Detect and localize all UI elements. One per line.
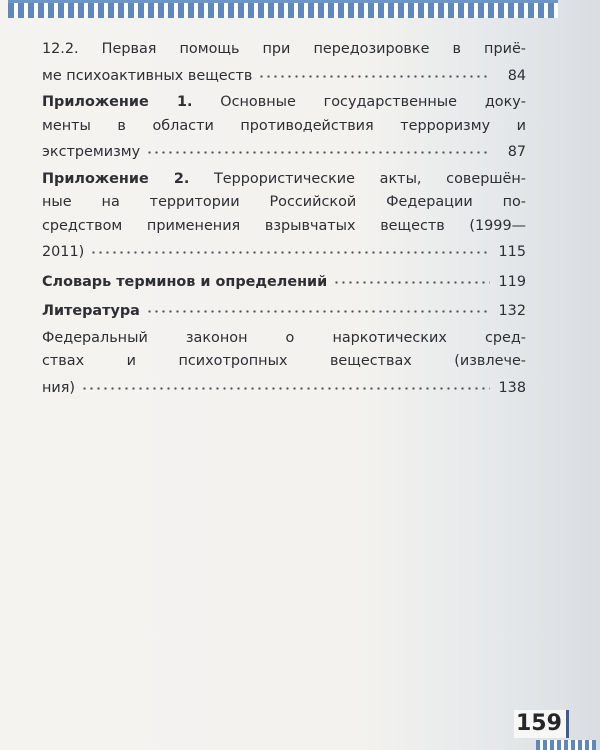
toc-entry-literature[interactable]: [42, 297, 526, 324]
toc-entry-title: Литература: [42, 303, 140, 319]
toc-entry-appendix-2[interactable]: [42, 168, 526, 265]
toc-entry-line: ные на территории Российской Федерации по-: [42, 194, 526, 210]
toc-entry-text: ния): [42, 379, 76, 396]
toc-entry-first-rest: Террористические акты, совершён-: [189, 170, 526, 187]
dot-leader: [333, 269, 490, 287]
toc-entry-line: [42, 91, 526, 115]
table-of-contents: [42, 38, 526, 403]
toc-entry-text: 2011): [42, 244, 85, 260]
toc-entry-last-line: [42, 62, 526, 89]
toc-entry-title: Словарь терминов и определений: [42, 273, 328, 290]
toc-entry-line: Федеральный законон о наркотических сред-: [42, 329, 526, 346]
toc-entry-prefix: Приложение 2.: [42, 170, 190, 187]
toc-page-number: 115: [498, 244, 526, 260]
toc-entry-prefix: Приложение 1.: [42, 94, 193, 110]
toc-entry-line: средством применения взрывчатых веществ (1999—: [42, 217, 526, 234]
toc-page-number: 84: [507, 67, 526, 84]
toc-entry-last-line: [42, 138, 526, 165]
toc-entry-text: экстремизму: [42, 144, 141, 160]
toc-entry-last-line: [42, 238, 526, 265]
toc-entry-last-line: [42, 374, 526, 401]
dot-leader: [81, 375, 490, 393]
toc-entry-first-aid[interactable]: [42, 38, 526, 88]
dot-leader: [258, 63, 490, 81]
page-folio: [514, 712, 574, 738]
dot-leader: [146, 298, 490, 316]
toc-entry-line: 12.2. Первая помощь при передозировке в приё-: [42, 41, 526, 57]
toc-entry-last-line: [42, 268, 526, 295]
toc-entry-text: ме психоактивных веществ: [42, 67, 253, 84]
toc-entry-line: [42, 168, 526, 192]
toc-page-number: 132: [498, 303, 526, 319]
toc-entry-first-rest: Основные государственные доку-: [192, 94, 527, 110]
toc-entry-last-line: [42, 297, 526, 324]
toc-page-number: 87: [507, 144, 526, 160]
dot-leader: [146, 139, 490, 157]
bottom-decorative-stripes: [536, 740, 596, 750]
toc-page-number: 138: [498, 379, 526, 396]
toc-page-number: 119: [498, 273, 526, 290]
toc-entry-line: менты в области противодействия терроризму и: [42, 117, 526, 134]
toc-entry-line: ствах и психотропных веществах (извлече-: [42, 353, 526, 369]
toc-entry-appendix-1[interactable]: [42, 91, 526, 165]
dot-leader: [90, 239, 490, 257]
toc-entry-glossary[interactable]: [42, 268, 526, 295]
top-decorative-band: [8, 0, 558, 18]
toc-entry-federal-law[interactable]: [42, 327, 526, 401]
page-number: 159: [514, 710, 569, 738]
